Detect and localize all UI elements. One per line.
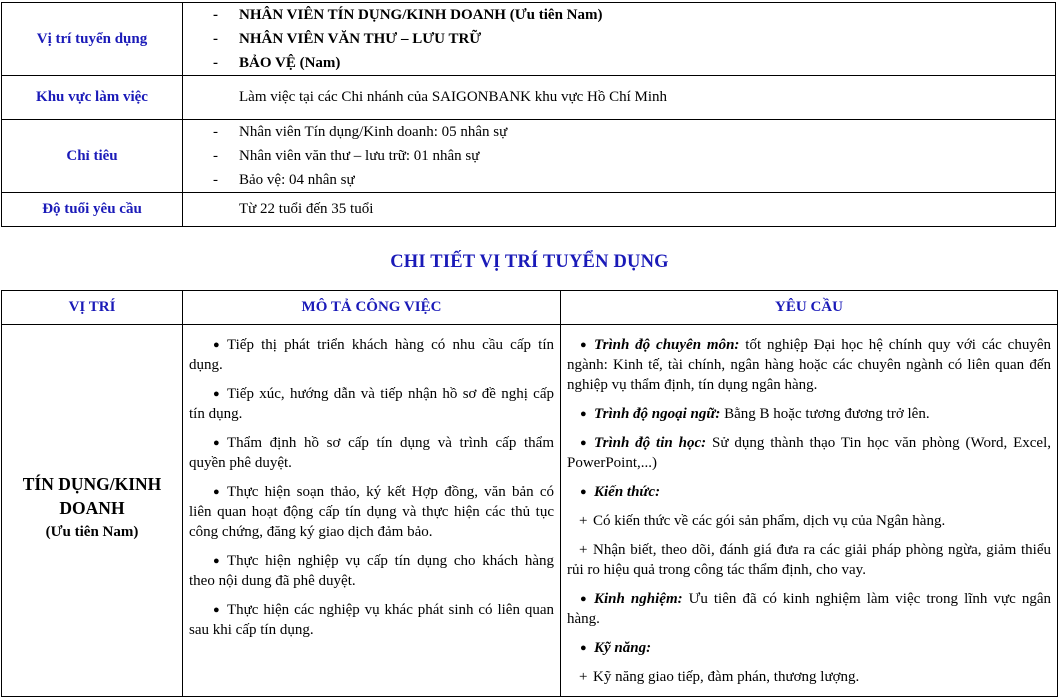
- header-position: VỊ TRÍ: [2, 291, 183, 325]
- description-item: ● Tiếp xúc, hướng dẫn và tiếp nhận hồ sơ đề nghị cấp tín dụng.: [189, 386, 554, 422]
- req-knowledge-item: + Nhận biết, theo dõi, đánh giá đưa ra các giải pháp phòng ngừa, giảm thiểu rủi ro hiệu quả trong công tác thẩm định, cho vay.: [567, 542, 1051, 578]
- position-item: - NHÂN VIÊN TÍN DỤNG/KINH DOANH (Ưu tiên Nam): [215, 3, 1055, 27]
- summary-row-positions: [2, 3, 1056, 76]
- position-cell: [2, 325, 183, 697]
- plus-icon: +: [579, 542, 588, 558]
- summary-row-quota: [2, 120, 1056, 193]
- bullet-icon: ●: [580, 593, 587, 605]
- detail-row: [2, 325, 1058, 697]
- position-title: TÍN DỤNG/KINH DOANH: [22, 473, 162, 518]
- req-skills: ● Kỹ năng:: [580, 640, 652, 656]
- bullet-icon: ●: [580, 642, 587, 654]
- quota-list: [183, 120, 1056, 193]
- area-value: [183, 76, 1056, 120]
- bullet-icon: ●: [213, 339, 220, 351]
- quota-label: Chỉ tiêu: [2, 120, 183, 193]
- req-education: ● Trình độ chuyên môn: tốt nghiệp Đại học hệ chính quy với các chuyên ngành: Kinh tế, tài chính, ngân hàng hoặc các chuyên ngành có liên quan đến nghiệp vụ thẩm định, tín dụng ngân hàng.: [567, 337, 1051, 393]
- description-item: ● Tiếp thị phát triển khách hàng có nhu cầu cấp tín dụng.: [189, 337, 554, 373]
- description-item: ● Thực hiện soạn thảo, ký kết Hợp đồng, văn bản có liên quan hoạt động cấp tín dụng và thực hiện các thủ tục công chứng, đăng ký giao dịch đảm bảo.: [189, 484, 554, 540]
- age-text: Từ 22 tuổi đến 35 tuổi: [239, 201, 374, 217]
- bullet-icon: ●: [213, 388, 220, 400]
- req-language: ● Trình độ ngoại ngữ: Bằng B hoặc tương đương trở lên.: [580, 406, 930, 422]
- req-it: ● Trình độ tin học: Sử dụng thành thạo Tin học văn phòng (Word, Excel, PowerPoint,...): [567, 435, 1052, 471]
- req-experience: ● Kinh nghiệm: Ưu tiên đã có kinh nghiệm làm việc trong lĩnh vực ngân hàng.: [567, 591, 1051, 627]
- plus-icon: +: [579, 669, 588, 685]
- age-label: Độ tuổi yêu cầu: [2, 193, 183, 227]
- req-skills-item: + Kỹ năng giao tiếp, đàm phán, thương lượng.: [579, 669, 860, 685]
- plus-icon: +: [579, 513, 588, 529]
- section-title: CHI TIẾT VỊ TRÍ TUYỂN DỤNG: [390, 252, 669, 272]
- positions-label: Vị trí tuyển dụng: [2, 3, 183, 76]
- bullet-icon: ●: [213, 604, 220, 616]
- bullet-icon: ●: [580, 437, 587, 449]
- bullet-icon: ●: [580, 486, 587, 498]
- quota-item: - Nhân viên Tín dụng/Kinh doanh: 05 nhân sự: [215, 120, 1055, 144]
- requirements-cell: [561, 325, 1058, 697]
- description-cell: [183, 325, 561, 697]
- position-note: (Ưu tiên Nam): [45, 523, 139, 540]
- position-item: - NHÂN VIÊN VĂN THƯ – LƯU TRỮ: [215, 27, 1055, 51]
- description-item: ● Thẩm định hồ sơ cấp tín dụng và trình cấp thẩm quyền phê duyệt.: [189, 435, 554, 471]
- bullet-icon: ●: [580, 408, 587, 420]
- header-description: MÔ TẢ CÔNG VIỆC: [183, 291, 561, 325]
- detail-table: [1, 290, 1058, 697]
- bullet-icon: ●: [213, 555, 220, 567]
- summary-row-age: [2, 193, 1056, 227]
- bullet-icon: ●: [580, 339, 587, 351]
- description-item: ● Thực hiện nghiệp vụ cấp tín dụng cho khách hàng theo nội dung đã phê duyệt.: [189, 553, 554, 589]
- bullet-icon: ●: [213, 437, 220, 449]
- req-knowledge-item: + Có kiến thức về các gói sản phẩm, dịch vụ của Ngân hàng.: [579, 513, 946, 529]
- summary-row-area: [2, 76, 1056, 120]
- area-label: Khu vực làm việc: [2, 76, 183, 120]
- header-requirements: YÊU CẦU: [561, 291, 1058, 325]
- description-item: ● Thực hiện các nghiệp vụ khác phát sinh có liên quan sau khi cấp tín dụng.: [189, 602, 554, 638]
- positions-list: [183, 3, 1056, 76]
- area-text: Làm việc tại các Chi nhánh của SAIGONBANK khu vực Hồ Chí Minh: [239, 89, 668, 105]
- age-value: [183, 193, 1056, 227]
- quota-item: - Nhân viên văn thư – lưu trữ: 01 nhân sự: [215, 144, 1055, 168]
- req-knowledge: ● Kiến thức:: [580, 484, 661, 500]
- quota-item: - Bảo vệ: 04 nhân sự: [215, 168, 1055, 192]
- position-item: - BẢO VỆ (Nam): [215, 51, 1055, 75]
- summary-table: [1, 2, 1056, 227]
- detail-header-row: [2, 291, 1058, 325]
- bullet-icon: ●: [213, 486, 220, 498]
